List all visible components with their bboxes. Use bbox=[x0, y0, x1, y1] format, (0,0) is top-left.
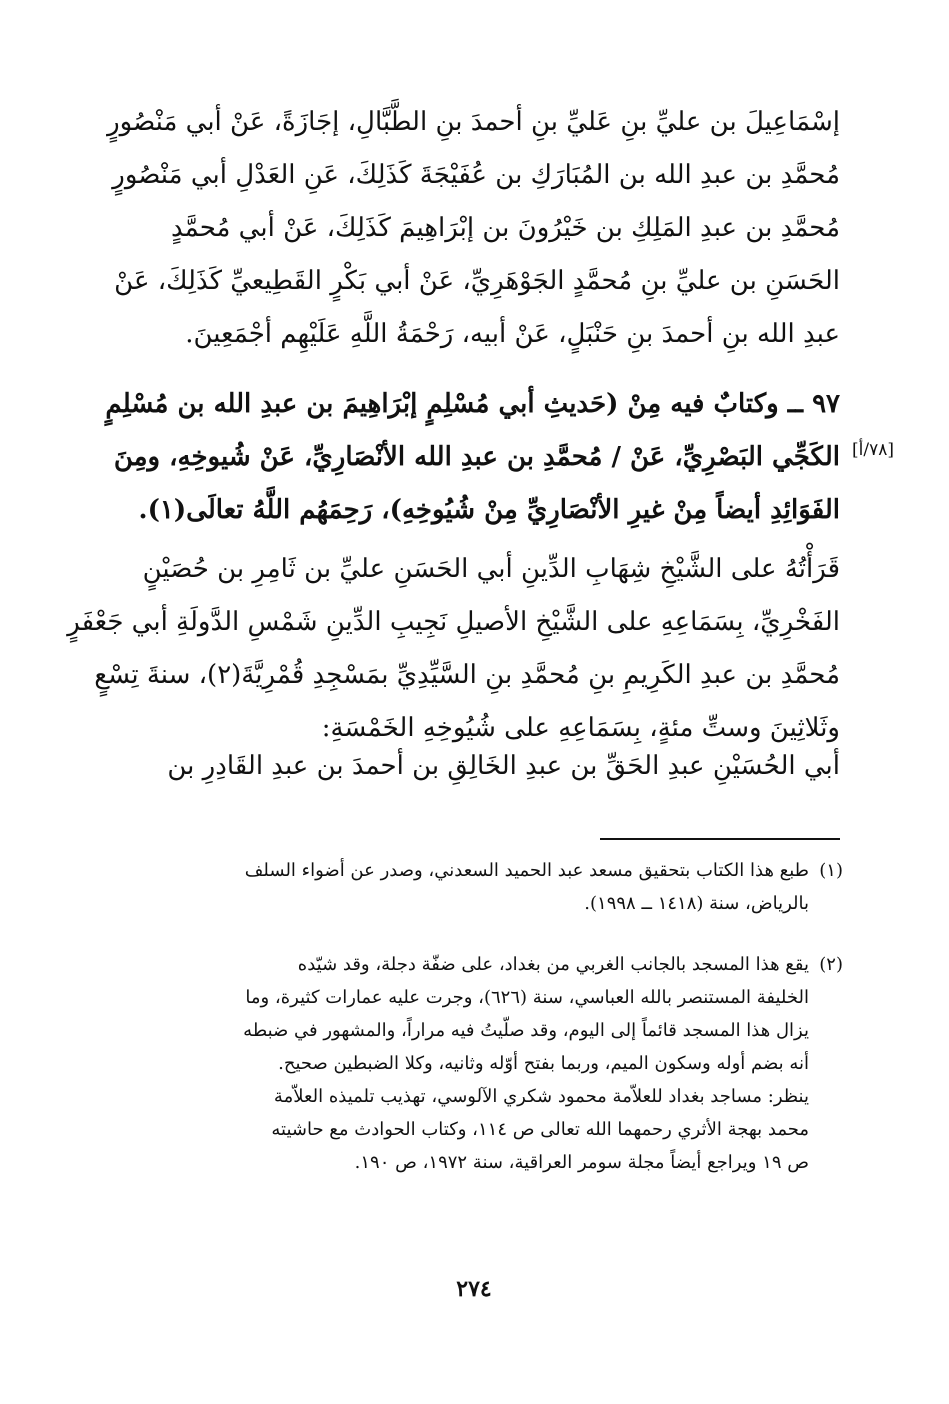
footnote-divider bbox=[600, 838, 840, 840]
footnote-text: يقع هذا المسجد بالجانب الغربي من بغداد، على ضفّة دجلة، وقد شيّده bbox=[297, 954, 809, 975]
manuscript-folio-reference: [٧٨/أ] bbox=[852, 440, 894, 460]
footnote-number: (١) bbox=[819, 860, 843, 881]
text-line: مُحمَّدِ بن عبدِ الكَرِيمِ بنِ مُحمَّدِ بنِ السَّيِّدِيِّ بمَسْجِدِ قُمْرِيَّةَ(٢)، سنةَ تِسْعٍ bbox=[94, 660, 840, 690]
text-line: إسْمَاعِيلَ بن عليِّ بنِ عَليِّ بنِ أحمدَ بنِ الطَّبَّالِ، إجَازَةً، عَنْ أبي مَنْصُورٍ bbox=[107, 107, 840, 137]
footnote-line bbox=[118, 854, 843, 887]
text-line: أبي الحُسَيْنِ عبدِ الحَقِّ بن عبدِ الخَالِقِ بن أحمدَ بن عبدِ القَادِرِ بن bbox=[167, 751, 840, 781]
footnote-number: (٢) bbox=[819, 954, 843, 975]
footnote-line: أنه بضم أوله وسكون الميم، وربما بفتح أوّله وثانيه، وكلا الضبطين صحيح. bbox=[278, 1053, 809, 1074]
text-line: وثَلاثِينَ وستِّ مئةٍ، بِسَمَاعِهِ على شُيُوخِهِ الخَمْسَةِ: bbox=[321, 713, 840, 743]
text-line: ٩٧ ــ وكتابٌ فيه مِنْ (حَديثِ أبي مُسْلِمٍ إبْرَاهِيمَ بن عبدِ الله بن مُسْلِمٍ bbox=[105, 389, 840, 419]
footnote-line: يزال هذا المسجد قائماً إلى اليوم، وقد صلّيتُ فيه مراراً، والمشهور في ضبطه bbox=[243, 1020, 809, 1041]
paragraph-sheikh-names bbox=[118, 740, 840, 793]
footnote-text: طبع هذا الكتاب بتحقيق مسعد عبد الحميد السعدني، وصدر عن أضواء السلف bbox=[244, 860, 809, 881]
text-line: الفَخْرِيِّ، بِسَمَاعِهِ على الشَّيْخِ الأصيلِ نَجِيبِ الدِّينِ شَمْسِ الدَّولَةِ أبي جَعْفَرٍ bbox=[67, 607, 840, 637]
text-line: الحَسَنِ بن عليِّ بنِ مُحمَّدٍ الجَوْهَرِيِّ، عَنْ أبي بَكْرٍ القَطِيعيِّ كَذَلِكَ، عَنْ bbox=[114, 266, 840, 296]
text-line: الفَوَائِدِ أيضاً مِنْ غيرِ الأنْصَارِيِّ مِنْ شُيُوخِهِ)، رَحِمَهُم اللَّهُ تعالَى(١). bbox=[138, 495, 840, 525]
text-line: مُحمَّدِ بن عبدِ الله بن المُبَارَكِ بن عُفَيْجَةَ كَذَلِكَ، عَنِ العَدْلِ أبي مَنْصُورٍ bbox=[112, 160, 840, 190]
page-number: ٢٧٤ bbox=[456, 1276, 492, 1302]
text-line: الكَجِّي البَصْرِيِّ، عَنْ / مُحمَّدِ بن عبدِ الله الأنْصَارِيِّ، عَنْ شُيوخِهِ، ومِنَ bbox=[113, 442, 840, 472]
footnote-line: الخليفة المستنصر بالله العباسي، سنة (٦٢٦)، وجرت عليه عمارات كثيرة، وما bbox=[245, 987, 809, 1008]
text-line: مُحمَّدِ بن عبدِ المَلِكِ بن خَيْرُونَ بن إبْرَاهِيمَ كَذَلِكَ، عَنْ أبي مُحمَّدٍ bbox=[171, 213, 840, 243]
paragraph-isnad-continuation bbox=[107, 96, 840, 361]
footnote-1 bbox=[118, 854, 843, 920]
footnote-2 bbox=[118, 948, 843, 1179]
footnote-line: بالرياض، سنة (١٤١٨ ــ ١٩٩٨). bbox=[584, 893, 809, 914]
text-line: قَرَأْتُهُ على الشَّيْخِ شِهَابِ الدِّينِ أبي الحَسَنِ عليِّ بن ثَامِرِ بن حُصَيْنٍ bbox=[142, 554, 840, 584]
footnote-line bbox=[118, 948, 843, 981]
footnote-line: محمد بهجة الأثري رحمهما الله تعالى ص ١١٤، وكتاب الحوادث مع حاشيته bbox=[271, 1119, 809, 1140]
footnote-line: ص ١٩ ويراجع أيضاً مجلة سومر العراقية، سنة ١٩٧٢، ص ١٩٠. bbox=[354, 1152, 809, 1173]
paragraph-reading-chain bbox=[67, 543, 840, 755]
footnote-line: ينظر: مساجد بغداد للعلاّمة محمود شكري الآلوسي، تهذيب تلميذه العلاّمة bbox=[273, 1086, 809, 1107]
text-line: عبدِ الله بنِ أحمدَ بنِ حَنْبَلٍ، عَنْ أبيه، رَحْمَةُ اللَّهِ عَلَيْهِم أجْمَعِينَ. bbox=[185, 319, 840, 349]
paragraph-entry-97 bbox=[105, 378, 840, 537]
